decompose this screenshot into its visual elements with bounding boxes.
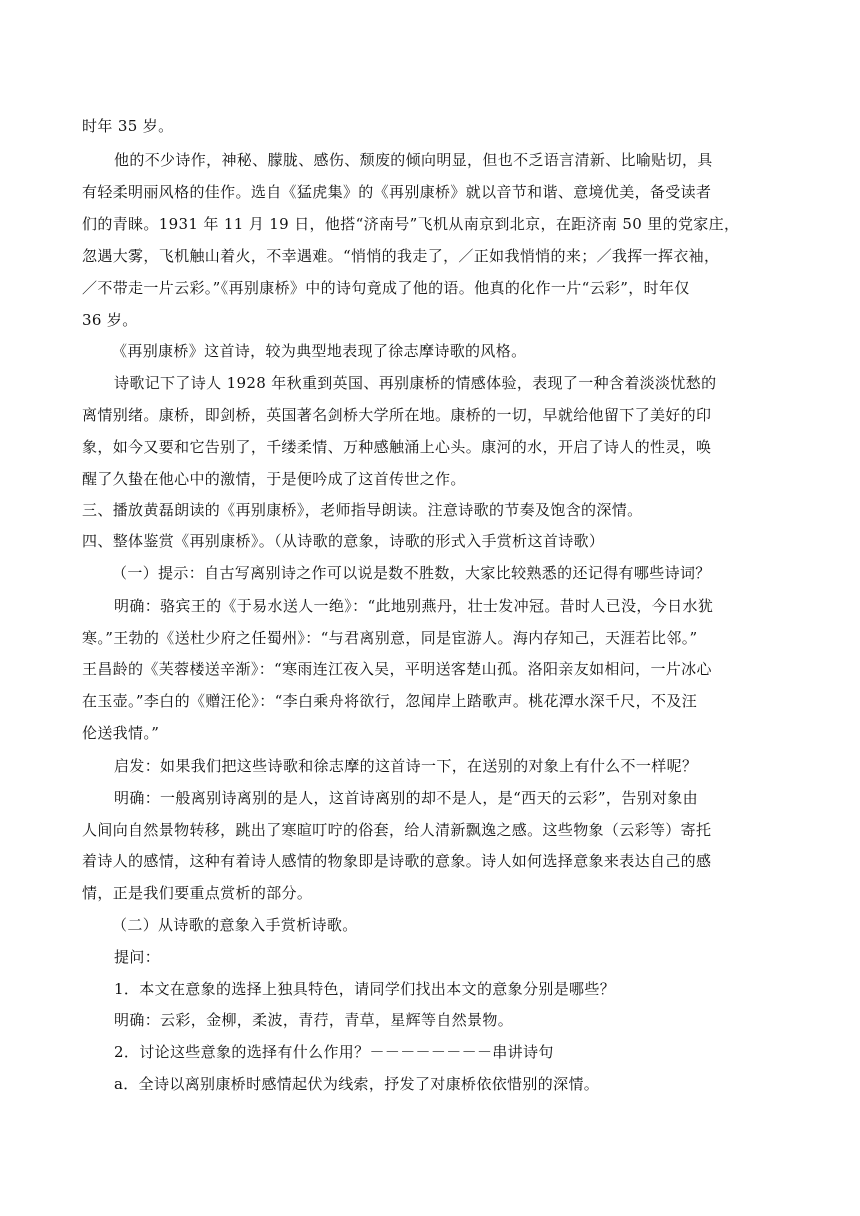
- text-line: 四、整体鉴赏《再别康桥》。（从诗歌的意象，诗歌的形式入手赏析这首诗歌）: [82, 532, 605, 550]
- text-line: 王昌龄的《芙蓉楼送辛渐》：“寒雨连江夜入吴，平明送客楚山孤。洛阳亲友如相问，一片冰心: [82, 660, 712, 678]
- text-line: 着诗人的感情，这种有着诗人感情的物象即是诗歌的意象。诗人如何选择意象来表达自己的感: [82, 852, 712, 870]
- text-line: 明确：骆宾王的《于易水送人一绝》：“此地别燕丹，壮士发冲冠。昔时人已没，今日水犹: [114, 597, 714, 615]
- text-line: 明确：一般离别诗离别的是人，这首诗离别的却不是人，是“西天的云彩”，告别对象由: [114, 789, 698, 807]
- text-line: 《再别康桥》这首诗，较为典型地表现了徐志摩诗歌的风格。: [112, 342, 527, 360]
- text-line: 2．讨论这些意象的选择有什么作用？－－－－－－－－串讲诗句: [114, 1043, 554, 1061]
- text-line: 伦送我情。”: [82, 724, 160, 742]
- text-line: 有轻柔明丽风格的佳作。选自《猛虎集》的《再别康桥》就以音节和谐、意境优美，备受读者: [82, 183, 712, 201]
- text-line: 象，如今又要和它告别了，千缕柔情、万种感触涌上心头。康河的水，开启了诗人的性灵，唤: [82, 438, 712, 456]
- text-line: 36 岁。: [82, 311, 138, 329]
- text-line: 三、播放黄磊朗读的《再别康桥》，老师指导朗读。注意诗歌的节奏及饱含的深情。: [82, 501, 643, 519]
- text-line: 时年 35 岁。: [82, 117, 174, 135]
- text-line: 提问：: [114, 948, 161, 966]
- text-line: 们的青睐。1931 年 11 月 19 日，他搭“济南号”飞机从南京到北京，在距济南 50 里的党家庄，: [82, 215, 740, 233]
- text-line: 忽遇大雾，飞机触山着火，不幸遇难。“悄悄的我走了，／正如我悄悄的来；／我挥一挥衣袖，: [82, 247, 720, 265]
- text-line: ／不带走一片云彩。”《再别康桥》中的诗句竟成了他的语。他真的化作一片“云彩”，时年仅: [82, 279, 690, 297]
- text-line: 在玉壶。”李白的《赠汪伦》：“李白乘舟将欲行，忽闻岸上踏歌声。桃花潭水深千尺，不及汪: [82, 692, 698, 710]
- text-line: 诗歌记下了诗人 1928 年秋重到英国、再别康桥的情感体验，表现了一种含着淡淡忧愁的: [114, 374, 717, 392]
- text-line: （二）从诗歌的意象入手赏析诗歌。: [112, 916, 358, 934]
- text-line: 醒了久蛰在他心中的激情，于是便吟成了这首传世之作。: [82, 470, 466, 488]
- text-line: 1．本文在意象的选择上独具特色，请同学们找出本文的意象分别是哪些？: [114, 980, 616, 998]
- text-line: 寒。”王勃的《送杜少府之任蜀州》：“与君离别意，同是宦游人。海内存知己，天涯若比邻。”: [82, 629, 698, 647]
- text-line: 明确：云彩，金柳，柔波，青荇，青草，星辉等自然景物。: [114, 1011, 514, 1029]
- text-line: 情，正是我们要重点赏析的部分。: [82, 884, 313, 902]
- text-line: a．全诗以离别康桥时感情起伏为线索，抒发了对康桥依依惜别的深情。: [114, 1075, 600, 1093]
- text-line: 离情别绪。康桥，即剑桥，英国著名剑桥大学所在地。康桥的一切，早就给他留下了美好的印: [82, 406, 712, 424]
- text-line: 他的不少诗作，神秘、朦胧、感伤、颓废的倾向明显，但也不乏语言清新、比喻贴切，具: [114, 151, 713, 169]
- text-line: （一）提示：自古写离别诗之作可以说是数不胜数，大家比较熟悉的还记得有哪些诗词？: [112, 564, 711, 582]
- text-line: 人间向自然景物转移，跳出了寒暄叮咛的俗套，给人清新飘逸之感。这些物象（云彩等）寄托: [82, 821, 712, 839]
- text-line: 启发：如果我们把这些诗歌和徐志摩的这首诗一下，在送别的对象上有什么不一样呢？: [114, 757, 698, 775]
